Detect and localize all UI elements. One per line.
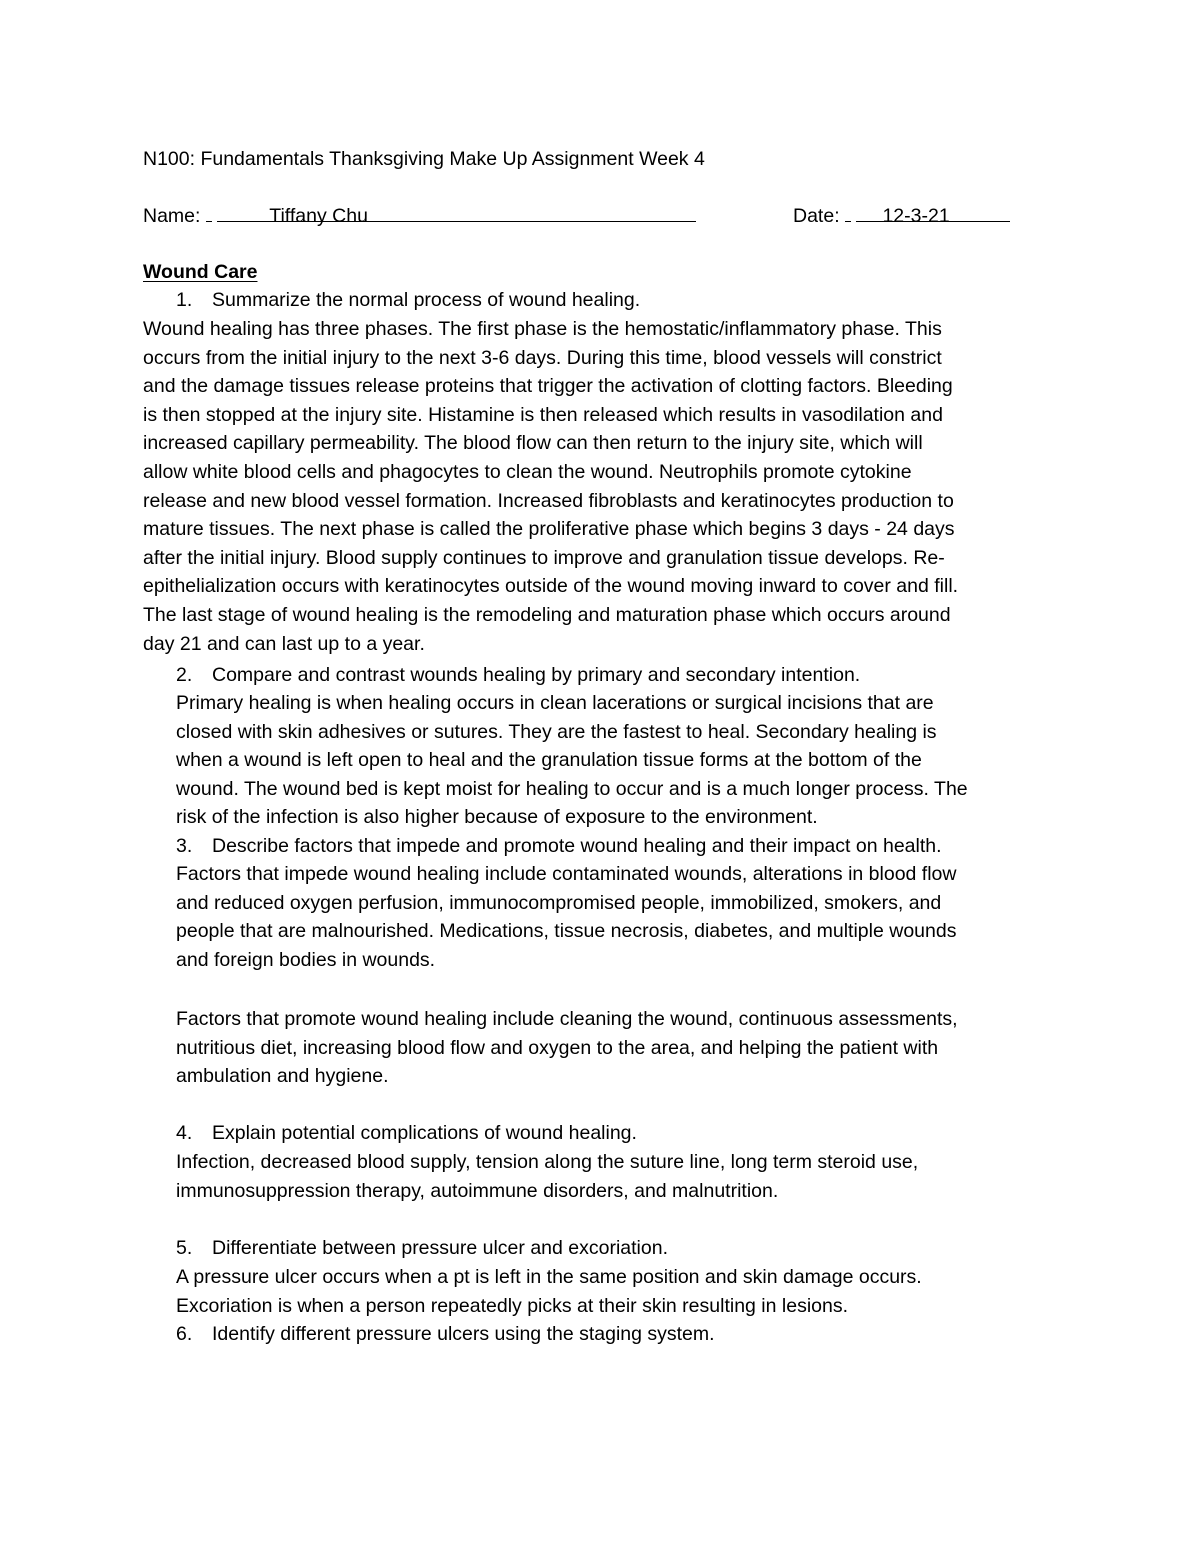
answer-line: wound. The wound bed is kept moist for healing to occur and is a much longer process. The (176, 777, 968, 800)
answer-5 (176, 1263, 922, 1320)
date-blank-pre (856, 202, 882, 222)
answer-line: closed with skin adhesives or sutures. They are the fastest to heal. Secondary healing is (176, 720, 937, 743)
answer-4 (176, 1148, 918, 1205)
document-title: N100: Fundamentals Thanksgiving Make Up Assignment Week 4 (143, 148, 705, 170)
question-prompt: Explain potential complications of wound healing. (212, 1122, 637, 1144)
date-value: 12-3-21 (882, 202, 949, 222)
question-prompt: Compare and contrast wounds healing by primary and secondary intention. (212, 664, 861, 686)
name-blank-post (368, 202, 696, 222)
name-label: Name: (143, 205, 201, 227)
answer-line: and reduced oxygen perfusion, immunocompromised people, immobilized, smokers, and (176, 891, 942, 914)
answer-line: people that are malnourished. Medications, tissue necrosis, diabetes, and multiple wounds (176, 920, 957, 943)
date-field (793, 202, 1010, 230)
answer-line: risk of the infection is also higher because of exposure to the environment. (176, 806, 818, 829)
question-number: 6. (176, 1323, 193, 1345)
name-field (143, 202, 696, 230)
answer-line: Excoriation is when a person repeatedly picks at their skin resulting in lesions. (176, 1294, 849, 1317)
question-prompt: Identify different pressure ulcers using the staging system. (212, 1323, 715, 1345)
answer-line: The last stage of wound healing is the remodeling and maturation phase which occurs around (143, 603, 951, 626)
answer-line: mature tissues. The next phase is called the proliferative phase which begins 3 days - 24 days (143, 518, 955, 541)
answer-line: Factors that promote wound healing include cleaning the wound, continuous assessments, (176, 1008, 958, 1030)
name-blank-lead (206, 202, 212, 222)
question-4 (176, 1119, 637, 1147)
question-number: 4. (176, 1122, 193, 1144)
answer-3 (176, 860, 956, 974)
date-blank-lead (845, 202, 851, 222)
answer-line: day 21 and can last up to a year. (143, 632, 425, 655)
section-heading: Wound Care (143, 261, 258, 283)
date-label: Date: (793, 205, 840, 227)
question-prompt: Differentiate between pressure ulcer and excoriation. (212, 1237, 668, 1259)
answer-line: Primary healing is when healing occurs in clean lacerations or surgical incisions that are (176, 692, 934, 714)
name-value: Tiffany Chu (269, 202, 368, 222)
answer-line: Infection, decreased blood supply, tension along the suture line, long term steroid use, (176, 1151, 919, 1173)
answer-line: release and new blood vessel formation. Increased fibroblasts and keratinocytes production to (143, 489, 954, 512)
answer-line: Wound healing has three phases. The first phase is the hemostatic/inflammatory phase. This (143, 318, 942, 340)
answer-line: after the initial injury. Blood supply continues to improve and granulation tissue develops. Re- (143, 546, 945, 569)
question-6 (176, 1320, 715, 1348)
name-blank-pre (217, 202, 269, 222)
answer-1 (143, 315, 958, 658)
answer-line: nutritious diet, increasing blood flow and oxygen to the area, and helping the patient with (176, 1036, 939, 1059)
answer-line: is then stopped at the injury site. Histamine is then released which results in vasodilation and (143, 403, 943, 426)
answer-line: increased capillary permeability. The blood flow can then return to the injury site, which will (143, 432, 923, 455)
answer-line: when a wound is left open to heal and the granulation tissue forms at the bottom of the (176, 749, 922, 772)
answer-3-promote (176, 1005, 958, 1091)
answer-line: occurs from the initial injury to the next 3-6 days. During this time, blood vessels will constrict (143, 346, 942, 369)
answer-2 (176, 689, 968, 832)
date-blank-post (950, 202, 1010, 222)
answer-line: allow white blood cells and phagocytes to clean the wound. Neutrophils promote cytokine (143, 460, 912, 483)
answer-line: immunosuppression therapy, autoimmune disorders, and malnutrition. (176, 1179, 779, 1202)
answer-line: epithelialization occurs with keratinocytes outside of the wound moving inward to cover and fill. (143, 575, 959, 598)
answer-line: and the damage tissues release proteins that trigger the activation of clotting factors. Bleeding (143, 375, 953, 398)
question-2 (176, 661, 860, 689)
question-number: 3. (176, 835, 193, 857)
question-1 (176, 286, 640, 314)
question-prompt: Describe factors that impede and promote wound healing and their impact on health. (212, 835, 942, 857)
question-prompt: Summarize the normal process of wound healing. (212, 289, 641, 311)
question-3 (176, 832, 942, 860)
answer-line: and foreign bodies in wounds. (176, 948, 436, 971)
question-number: 5. (176, 1237, 193, 1259)
answer-line: Factors that impede wound healing include contaminated wounds, alterations in blood flow (176, 863, 957, 885)
question-number: 1. (176, 289, 193, 311)
answer-line: A pressure ulcer occurs when a pt is left in the same position and skin damage occurs. (176, 1266, 922, 1288)
question-5 (176, 1234, 668, 1262)
answer-line: ambulation and hygiene. (176, 1065, 389, 1088)
question-number: 2. (176, 664, 193, 686)
